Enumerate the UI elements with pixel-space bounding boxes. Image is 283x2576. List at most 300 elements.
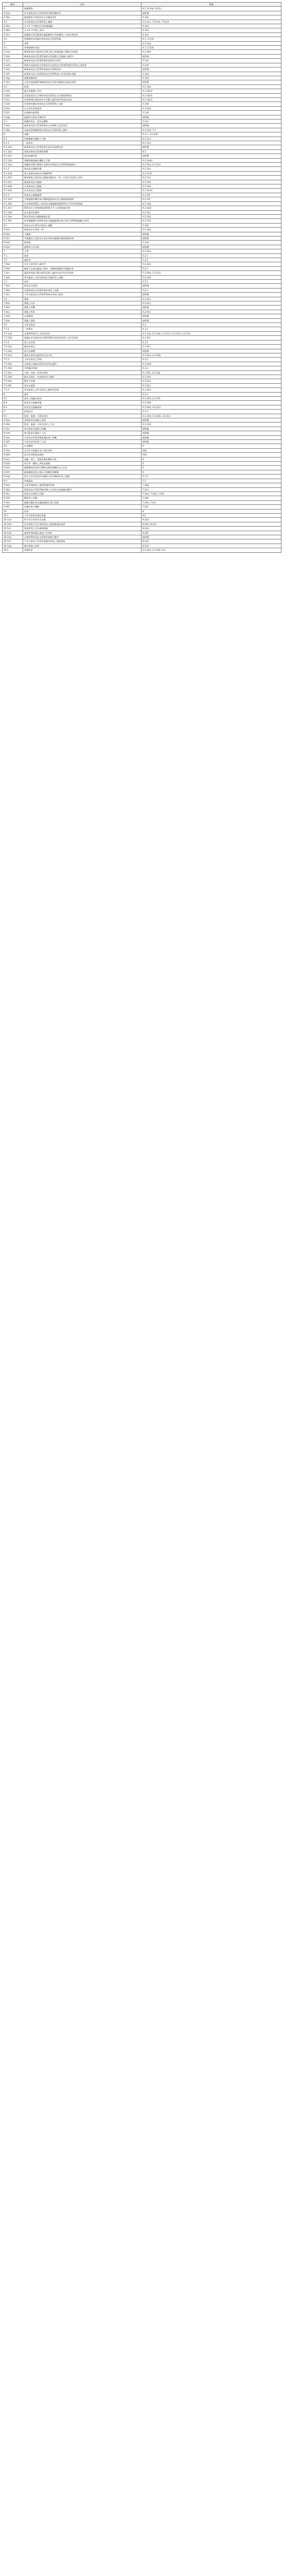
- clause-cell: 6.2(b): [3, 232, 23, 236]
- mapping-cell: 4.2.2(b), 4.2.2(c): [142, 405, 281, 409]
- content-cell: 被傳達: [23, 241, 142, 245]
- table-row: [3, 163, 281, 167]
- mapping-cell: 4.2.1(c): [142, 176, 281, 180]
- mapping-cell: 無對應: [142, 54, 281, 58]
- mapping-cell: 4.2.4(c): [142, 310, 281, 314]
- content-cell: 保存文件化資訊作為稽核方案及稽核結果之證據: [23, 474, 142, 479]
- clause-cell: 9.2(c): [3, 457, 23, 461]
- content-cell: 溝通之內容: [23, 301, 142, 306]
- content-cell: 確認關係方與資訊安全有關的要求: [23, 15, 142, 20]
- clause-cell: 7.4(c): [3, 310, 23, 314]
- content-cell: 溝通之過程: [23, 318, 142, 323]
- table-row: [3, 358, 281, 362]
- content-cell: 評估資訊安全風險: [23, 189, 142, 193]
- table-row: [3, 46, 281, 50]
- content-cell: 由誰溝通: [23, 314, 142, 318]
- content-cell: 組織的角色、責任及權限: [23, 119, 142, 123]
- clause-cell: 4.3(a): [3, 24, 23, 28]
- table-row: [3, 401, 281, 405]
- content-cell: 確保稽核結果已報告予相關管理階層: [23, 470, 142, 474]
- table-row: [3, 245, 281, 249]
- content-cell: 執行監督及量測之人員: [23, 431, 142, 435]
- content-cell: 於組織內部傳達: [23, 111, 142, 115]
- content-cell: 一般要求: [23, 141, 142, 145]
- table-row: [3, 223, 281, 227]
- clause-cell: 5.1: [3, 46, 23, 50]
- table-row: [3, 349, 281, 353]
- content-cell: 確保人員基於適當之教育、訓練或經驗而具備適任性: [23, 266, 142, 270]
- mapping-cell: 4.3.1(a): [142, 249, 281, 253]
- clause-cell: 5.2(c): [3, 97, 23, 101]
- content-cell: 先前管理審查之處理措施的狀態: [23, 483, 142, 487]
- table-row: [3, 72, 281, 76]
- mapping-cell: 4.2(b): [142, 15, 281, 20]
- clause-cell: 7.5.1: [3, 327, 23, 331]
- table-row: [3, 41, 281, 45]
- content-cell: 受到適切保護: [23, 366, 142, 370]
- table-row: [3, 236, 281, 240]
- mapping-cell: 4.2.1(f): [142, 193, 281, 197]
- clause-cell: 5.1(f): [3, 72, 23, 76]
- mapping-cell: 無對應: [142, 67, 281, 72]
- content-cell: 不符合資訊安全管理系統要求事項之後果: [23, 293, 142, 297]
- clause-cell: 7.2: [3, 258, 23, 262]
- mapping-cell: 4.2.1(j)1: [142, 206, 281, 210]
- content-cell: 適任性: [23, 258, 142, 262]
- table-row: [3, 318, 281, 323]
- content-cell: 確保資訊安全管理系統符合本標準之要求事項: [23, 124, 142, 128]
- content-cell: 文件化資訊之管制: [23, 358, 142, 362]
- content-cell: 組織環境: [23, 7, 142, 11]
- clause-cell: 5.1(a): [3, 50, 23, 54]
- clause-cell: 10.1(g): [3, 544, 23, 548]
- table-row: [3, 210, 281, 214]
- mapping-cell: 5.2.1: [142, 253, 281, 258]
- clause-cell: 5.3(b): [3, 128, 23, 132]
- mapping-cell: 4.2.1(b)2: [142, 97, 281, 101]
- content-cell: 將所決定之控制措施與附錄 A 中之控制措施比較: [23, 206, 142, 210]
- clause-cell: 4: [3, 7, 23, 11]
- clause-cell: 6.1.3(d): [3, 210, 23, 214]
- table-row: [3, 266, 281, 270]
- content-cell: 審查所採取矯正措施之有效性: [23, 531, 142, 535]
- clause-cell: 6.1: [3, 137, 23, 141]
- mapping-cell: 無對應: [142, 145, 281, 149]
- content-cell: 持續改善: [23, 548, 142, 552]
- clause-cell: 6.1.1(c): [3, 154, 23, 158]
- content-cell: 組織決定為資訊安全管理系統有效性所必要之文件化資訊: [23, 336, 142, 340]
- table-row: [3, 115, 281, 119]
- table-row: [3, 206, 281, 210]
- mapping-cell: 4.2.1(b)3: [142, 89, 281, 93]
- table-row: [3, 392, 281, 396]
- clause-cell: 6.1.3(b): [3, 201, 23, 206]
- mapping-cell: 8.2: [142, 513, 281, 517]
- clause-cell: 5.2(e): [3, 106, 23, 110]
- mapping-cell: 無對應: [142, 124, 281, 128]
- clause-cell: 7.4(e): [3, 318, 23, 323]
- table-row: [3, 154, 281, 158]
- mapping-cell: 4.3.2(h): [142, 388, 281, 392]
- mapping-cell: 4.3.2(d): [142, 362, 281, 366]
- content-cell: 含 4.1 中考量內外部有關議題: [23, 24, 142, 28]
- table-row: [3, 249, 281, 253]
- content-cell: 組織執行的活動與其他組織執行的活動間之介面及相依性: [23, 32, 142, 37]
- clause-cell: 9.1(e): [3, 435, 23, 439]
- table-row: [3, 128, 281, 132]
- table-row: [3, 548, 281, 552]
- mapping-cell: 7.1: [142, 479, 281, 483]
- content-cell: 預防或降低非預期的影響: [23, 149, 142, 154]
- content-cell: 績效評估: [23, 410, 142, 414]
- page: [0, 0, 283, 553]
- table-row: [3, 544, 281, 548]
- clause-cell: 9.3(c): [3, 492, 23, 496]
- mapping-cell: 6: [142, 444, 281, 448]
- mapping-cell: 4.2.3(d): [142, 401, 281, 405]
- table-row: [3, 410, 281, 414]
- mapping-cell: 5.2.2(a): [142, 262, 281, 266]
- clause-cell: 5.2(d): [3, 102, 23, 106]
- content-cell: 支持其他相關管理階層角色於其責任範圍內展現其領導: [23, 80, 142, 84]
- table-row: [3, 214, 281, 218]
- mapping-cell: 4.3.2: [142, 340, 281, 344]
- mapping-cell: 4.2.4(a), 4.2.4(b), 8.1: [142, 548, 281, 552]
- content-cell: 資訊安全風險評鑑: [23, 167, 142, 171]
- mapping-cell: 6(b): [142, 448, 281, 452]
- mapping-cell: 5.2.2: [142, 280, 281, 284]
- content-cell: 建置維持並持續改善資訊安全管理系統: [23, 37, 142, 41]
- mapping-cell: 4.2.1(e)4: [142, 189, 281, 193]
- table-row: [3, 7, 281, 11]
- mapping-cell: 4.2.3(d), 7.1: [142, 128, 281, 132]
- content-cell: 溝通之對象: [23, 310, 142, 314]
- mapping-cell: 5.1(d): [142, 76, 281, 80]
- table-row: [3, 306, 281, 310]
- table-row: [3, 435, 281, 439]
- mapping-cell: 7.2(b): [142, 496, 281, 500]
- clause-cell: 4.4: [3, 37, 23, 41]
- clause-cell: 6.2(a): [3, 228, 23, 232]
- mapping-cell: 無對應: [142, 232, 281, 236]
- mapping-cell: 8.2(b), 8.2(c): [142, 522, 281, 526]
- table-row: [3, 284, 281, 288]
- clause-cell: 6: [3, 132, 23, 137]
- clause-cell: 7.3(a): [3, 284, 23, 288]
- table-row: [3, 466, 281, 470]
- content-cell: 儲存及保存，包括維持其可讀性: [23, 375, 142, 379]
- mapping-cell: 5.1(e): [142, 59, 281, 63]
- mapping-cell: 無對應: [142, 11, 281, 15]
- content-cell: 分析及評估監督與量測結果之時機: [23, 435, 142, 439]
- clause-cell: 6.2(d): [3, 241, 23, 245]
- clause-cell: 7.5.3(f): [3, 383, 23, 387]
- table-row: [3, 76, 281, 80]
- content-cell: 一般要求: [23, 327, 142, 331]
- table-row: [3, 50, 281, 54]
- content-cell: 適當時可提供予關係者: [23, 115, 142, 119]
- mapping-cell: 4.2.3: [142, 410, 281, 414]
- clause-cell: 6.1.3: [3, 193, 23, 197]
- table-row: [3, 59, 281, 63]
- table-row: [3, 11, 281, 15]
- content-cell: 確保資訊安全管理系統達成其預期成果: [23, 67, 142, 72]
- mapping-cell: 5.1(d): [142, 63, 281, 67]
- content-cell: 實施所需之任何處理措施: [23, 527, 142, 531]
- table-row: [3, 297, 281, 301]
- content-cell: 管理審查: [23, 479, 142, 483]
- mapping-cell: 7.2(a), 7.2(b), 7.2(f): [142, 492, 281, 496]
- table-row: [3, 522, 281, 526]
- mapping-cell: 4.2.1(c): [142, 167, 281, 171]
- mapping-cell: 5.1(d): [142, 102, 281, 106]
- mapping-cell: 5.1(d): [142, 111, 281, 115]
- mapping-cell: 4.2.1(b): [142, 228, 281, 232]
- mapping-cell: 7.2(e), 7.2(i): [142, 500, 281, 504]
- table-row: [3, 111, 281, 115]
- content-cell: 決定實施所選定之資訊安全風險處理選項所需之所有控制措施: [23, 201, 142, 206]
- table-row: [3, 288, 281, 292]
- mapping-cell: 無對應: [142, 314, 281, 318]
- table-row: [3, 331, 281, 335]
- table-row: [3, 427, 281, 431]
- table-row: [3, 527, 281, 531]
- table-row: [3, 513, 281, 517]
- content-cell: 取得風險擁有者對資訊安全風險處理計畫之核可及對剩餘風險之接受: [23, 219, 142, 223]
- table-row: [3, 189, 281, 193]
- mapping-cell: 6(d): [142, 453, 281, 457]
- content-cell: 領導階層和承諾: [23, 46, 142, 50]
- table-body: [3, 7, 281, 552]
- mapping-cell: 6: [142, 457, 281, 461]
- table-row: [3, 539, 281, 544]
- clause-cell: 7.2(b): [3, 266, 23, 270]
- table-row: [3, 496, 281, 500]
- table-row: [3, 314, 281, 318]
- content-cell: 確保資訊安全管理系統所需資源可取得: [23, 59, 142, 63]
- content-cell: 本標準所要求之文件化資訊: [23, 331, 142, 335]
- clause-cell: 7.4(a): [3, 301, 23, 306]
- mapping-cell: 無對應: [142, 284, 281, 288]
- mapping-cell: 8.2(e): [142, 544, 281, 548]
- clause-cell: 9.2: [3, 444, 23, 448]
- table-row: [3, 293, 281, 297]
- clause-cell: 9.1: [3, 414, 23, 418]
- mapping-cell: 5.1(b): [142, 223, 281, 227]
- clause-cell: 9.2(b): [3, 453, 23, 457]
- clause-cell: 10: [3, 509, 23, 513]
- table-row: [3, 219, 281, 223]
- table-row: [3, 67, 281, 72]
- content-cell: 資源: [23, 253, 142, 258]
- mapping-cell: 5.2.2: [142, 288, 281, 292]
- mapping-cell: 8.2(d): [142, 527, 281, 531]
- content-cell: 溝通之時機: [23, 306, 142, 310]
- mapping-cell: 4.2.1(b): [142, 84, 281, 89]
- table-row: [3, 137, 281, 141]
- clause-cell: 5.3(a): [3, 124, 23, 128]
- content-cell: 含 4.2 中所提之要求: [23, 28, 142, 32]
- clause-cell: 9.1(a): [3, 418, 23, 422]
- table-row: [3, 197, 281, 201]
- clause-cell: 6.1.3(a): [3, 197, 23, 201]
- content-cell: 制定資訊安全風險處理計畫: [23, 214, 142, 218]
- mapping-cell: 4.2(a): [142, 28, 281, 32]
- table-header-row: [3, 3, 281, 7]
- content-cell: 傳達有效資訊安全管理及符合資訊安全管理系統要求事項之重要性: [23, 63, 142, 67]
- mapping-cell: 4.2.1(g): [142, 201, 281, 206]
- content-cell: 適用時採取行動以取得必要之適任性並評估其有效性: [23, 271, 142, 275]
- clause-cell: 6.1.2: [3, 167, 23, 171]
- content-cell: 考量適用之資訊安全要求事項及風險評鑑與處理結果: [23, 236, 142, 240]
- mapping-cell: 6: [142, 466, 281, 470]
- mapping-cell: 4.2.1(j): [142, 210, 281, 214]
- table-row: [3, 479, 281, 483]
- table-row: [3, 483, 281, 487]
- mapping-cell: 4.2.1(c): [142, 137, 281, 141]
- content-cell: 包括對滿足與資訊安全有關之適用要求事項的承諾: [23, 97, 142, 101]
- mapping-cell: 4.3.1(a), 4.3.1(b), 4.3.1(c), 4.3.1(d), 4.3.1(h): [142, 331, 281, 335]
- clause-cell: 7.5.3: [3, 358, 23, 362]
- clause-cell: 5.2(g): [3, 115, 23, 119]
- mapping-cell: 無對應: [142, 318, 281, 323]
- content-cell: 規劃: [23, 132, 142, 137]
- mapping-cell: 4.3.1(a): [142, 106, 281, 110]
- content-cell: 建立及更新: [23, 340, 142, 344]
- content-cell: 保存及處置: [23, 383, 142, 387]
- mapping-cell: 4.3.2: [142, 358, 281, 362]
- table-row: [3, 280, 281, 284]
- content-cell: 變更之管制: [23, 379, 142, 383]
- mapping-cell: 4.2.1(e)4: [142, 158, 281, 162]
- content-cell: 必要時對資訊安全管理系統進行變更: [23, 535, 142, 539]
- content-cell: 不符合事項及矯正措施: [23, 513, 142, 517]
- mapping-cell: 4.1, 5.1(d): [142, 37, 281, 41]
- mapping-cell: 4.3.2(e): [142, 375, 281, 379]
- table-row: [3, 366, 281, 370]
- clause-cell: 6.1.3(c): [3, 206, 23, 210]
- table-row: [3, 89, 281, 93]
- mapping-cell: 4.2(a): [142, 24, 281, 28]
- clause-cell: 7.5.2: [3, 340, 23, 344]
- mapping-cell: 8.3: [142, 149, 281, 154]
- clause-cell: 9.1(d): [3, 431, 23, 435]
- clause-cell: 7.5.3(a): [3, 362, 23, 366]
- mapping-cell: 4.3.1(i): [142, 336, 281, 340]
- clause-cell: 5.1(g): [3, 76, 23, 80]
- content-cell: 在需要之地點及時間可取得並適用: [23, 362, 142, 366]
- mapping-cell: 4.2.1, 4.2.3(d): [142, 132, 281, 137]
- table-row: [3, 492, 281, 496]
- table-row: [3, 171, 281, 175]
- content-cell: 確保資訊安全政策及目標已建立並與組織之策略方向相容: [23, 50, 142, 54]
- content-cell: 可量測: [23, 232, 142, 236]
- content-cell: 風險評鑑結果及風險處理計畫之狀態: [23, 500, 142, 504]
- clause-cell: 10.1(a): [3, 518, 23, 522]
- mapping-cell: 無對應: [142, 306, 281, 310]
- clause-cell: 9.1(b): [3, 422, 23, 427]
- mapping-cell: 5.2.2: [142, 258, 281, 262]
- content-cell: 指導並支持人員對資訊安全管理系統之有效性做出貢獻: [23, 72, 142, 76]
- table-row: [3, 422, 281, 427]
- content-cell: 關係者之回饋: [23, 496, 142, 500]
- content-cell: 分發、存取、取得及使用: [23, 370, 142, 375]
- clause-cell: 7.2(c): [3, 271, 23, 275]
- clause-cell: 5: [3, 41, 23, 45]
- clause-cell: 4.3(b): [3, 28, 23, 32]
- content-cell: 資訊安全風險處理: [23, 405, 142, 409]
- clause-cell: 6.2(e): [3, 245, 23, 249]
- table-row: [3, 340, 281, 344]
- clause-cell: 7.5.3(c): [3, 370, 23, 375]
- content-cell: 規劃因應風險及機會之行動: [23, 158, 142, 162]
- content-cell: 評估消除不符合事項原因之處理措施的需要: [23, 522, 142, 526]
- content-cell: 支援: [23, 249, 142, 253]
- content-cell: 文件化資訊: [23, 323, 142, 327]
- clause-cell: 6.1.3(f): [3, 219, 23, 223]
- clause-cell: 7.4(b): [3, 306, 23, 310]
- mapping-cell: 4.2(a): [142, 32, 281, 37]
- table-row: [3, 32, 281, 37]
- content-cell: 認知: [23, 280, 142, 284]
- clause-cell: 7.5.2(b): [3, 349, 23, 353]
- clause-cell: 6.1.2(d): [3, 184, 23, 189]
- clause-cell: 6.2(c): [3, 236, 23, 240]
- mapping-cell: 8.2(f): [142, 531, 281, 535]
- table-row: [3, 102, 281, 106]
- table-row: [3, 310, 281, 314]
- mapping-cell: 4.2.1(d): [142, 180, 281, 184]
- clause-cell: 7.5.2(a): [3, 345, 23, 349]
- table-row: [3, 158, 281, 162]
- mapping-cell: 5.2.2(b), 5.2.2(c): [142, 271, 281, 275]
- content-cell: 決定人員所需之適任性: [23, 262, 142, 266]
- content-cell: 資訊安全風險評鑑: [23, 401, 142, 405]
- mapping-cell: 5.2.1(c), 7.5(c)4, 7.5(c)5: [142, 20, 281, 24]
- table-row: [3, 396, 281, 400]
- clause-mapping-table: [2, 2, 281, 553]
- table-row: [3, 362, 281, 366]
- mapping-cell: 4.2.1(c): [142, 141, 281, 145]
- table-row: [3, 301, 281, 306]
- content-cell: 是否有效實施及維持: [23, 453, 142, 457]
- clause-cell: 7.5.3: [3, 388, 23, 392]
- table-row: [3, 180, 281, 184]
- mapping-cell: 4.3.3: [142, 474, 281, 479]
- table-row: [3, 500, 281, 504]
- mapping-cell: 6: [142, 462, 281, 466]
- table-row: [3, 193, 281, 197]
- clause-cell: 7.1: [3, 253, 23, 258]
- clause-cell: 5.1(b): [3, 54, 23, 58]
- content-cell: 建立並維持資訊安全風險準則: [23, 171, 142, 175]
- mapping-cell: 4.1, 5.1(d): [142, 46, 281, 50]
- clause-cell: 6.1.3(e): [3, 214, 23, 218]
- mapping-cell: 5.1(c): [142, 119, 281, 123]
- table-row: [3, 509, 281, 513]
- table-row: [3, 84, 281, 89]
- clause-cell: 7.5.3(e): [3, 379, 23, 383]
- clause-cell: 5.2(a): [3, 89, 23, 93]
- clause-cell: 7.3(b): [3, 288, 23, 292]
- clause-cell: 8: [3, 392, 23, 396]
- table-row: [3, 24, 281, 28]
- table-row: [3, 97, 281, 101]
- clause-cell: 9.2(d): [3, 462, 23, 466]
- mapping-cell: 5.2.2: [142, 266, 281, 270]
- table-row: [3, 462, 281, 466]
- content-cell: 考量風險評鑑結果以選擇適當資訊安全風險處理選項: [23, 197, 142, 201]
